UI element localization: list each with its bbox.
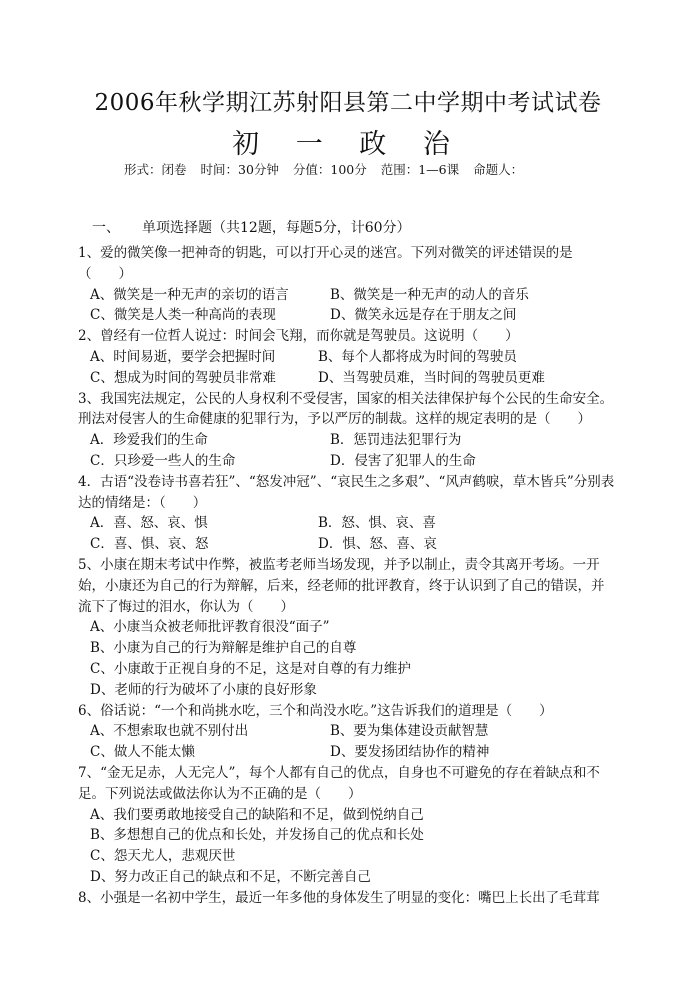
question-stem-line: 6、俗话说：“一个和尚挑水吃，三个和尚没水吃。”这告诉我们的道理是（ ） — [78, 702, 553, 719]
option-c: C、怨天尤人，悲观厌世 — [90, 848, 236, 865]
option-b: B．惩罚违法犯罪行为 — [330, 432, 462, 449]
option-b: B、每个人都将成为时间的驾驶员 — [318, 348, 517, 365]
option-d: D、老师的行为破坏了小康的良好形象 — [90, 681, 317, 698]
question-stem-line: 1、爱的微笑像一把神奇的钥匙，可以打开心灵的迷宫。下列对微笑的评述错误的是 — [78, 245, 573, 261]
option-d: D、微笑永远是存在于朋友之间 — [330, 307, 517, 324]
option-d: D、当驾驶员难，当时间的驾驶员更难 — [318, 369, 545, 386]
section-title: 单项选择题（共12题，每题5分，计60分） — [142, 220, 411, 236]
question-stem-line: 流下了悔过的泪水，你认为（ ） — [78, 598, 294, 615]
question-stem-line: 5、小康在期末考试中作弊，被监考老师当场发现，并予以制止，责令其离开考场。一开 — [78, 556, 600, 573]
question-list — [78, 243, 628, 909]
section-number: 一、 — [92, 220, 120, 236]
option-a: A、微笑是一种无声的亲切的语言 — [90, 286, 289, 303]
option-b: B．怒、惧、哀、喜 — [318, 515, 436, 532]
option-d: D、要发扬团结协作的精神 — [330, 744, 490, 761]
option-a: A．珍爱我们的生命 — [90, 432, 208, 449]
question-stem-line: 足。下列说法或做法你认为不正确的是（ ） — [78, 785, 362, 802]
exam-meta — [124, 160, 533, 178]
option-c: C、做人不能太懒 — [90, 744, 195, 761]
option-c: C、小康敢于正视自身的不足，这是对自尊的有力维护 — [90, 660, 411, 677]
question-3 — [78, 389, 628, 472]
question-stem-line: 8、小强是一名初中学生，最近一年多他的身体发生了明显的变化：嘴巴上长出了毛茸茸 — [78, 889, 600, 906]
option-c: C、想成为时间的驾驶员非常难 — [90, 369, 276, 386]
meta-form: 形式：闭卷 — [124, 162, 187, 177]
option-b: B、微笑是一种无声的动人的音乐 — [330, 286, 529, 303]
option-d: D．侵害了犯罪人的生命 — [330, 452, 476, 469]
question-stem-line: 3、我国宪法规定，公民的人身权利不受侵害，国家的相关法律保护每个公民的生命安全。 — [78, 390, 614, 407]
option-c: C．喜、惧、哀、怒 — [90, 536, 209, 553]
question-1 — [78, 243, 628, 326]
option-a: A．喜、怒、哀、惧 — [90, 515, 208, 532]
section-heading — [92, 217, 411, 237]
option-a: A、不想索取也就不别付出 — [90, 723, 249, 740]
question-stem-line: 达的情绪是：（ ） — [78, 494, 207, 511]
question-stem-line: 2、曾经有一位哲人说过：时间会飞翔，而你就是驾驶员。这说明（ ） — [78, 328, 519, 345]
meta-time: 时间：30分钟 — [200, 162, 279, 177]
meta-author: 命题人： — [473, 162, 524, 177]
option-d: D．惧、怒、喜、哀 — [318, 536, 437, 553]
question-4 — [78, 472, 628, 555]
exam-subject: 初 一 政 治 — [232, 129, 464, 160]
question-5 — [78, 555, 628, 701]
question-7 — [78, 763, 628, 888]
question-stem-line: 刑法对侵害人的生命健康的犯罪行为，予以严厉的制裁。这样的规定表明的是（ ） — [78, 411, 591, 428]
question-stem-line: （ ） — [78, 265, 132, 282]
option-b: B、小康为自己的行为辩解是维护自己的自尊 — [90, 640, 357, 657]
question-2 — [78, 326, 628, 388]
question-6 — [78, 701, 628, 763]
meta-score: 分值：100分 — [292, 162, 367, 177]
option-a: A、小康当众被老师批评教育很没“面子” — [90, 619, 330, 636]
option-a: A、时间易逝，要学会把握时间 — [90, 348, 276, 365]
question-stem-line: 7、“金无足赤，人无完人”，每个人都有自己的优点，自身也不可避免的存在着缺点和不 — [78, 764, 600, 781]
question-8 — [78, 888, 628, 909]
option-b: B、多想想自己的优点和长处，并发扬自己的优点和长处 — [90, 827, 424, 844]
option-c: C、微笑是人类一种高尚的表现 — [90, 307, 276, 324]
question-stem-line: 始，小康还为自己的行为辩解，后来，经老师的批评教育，终于认识到了自己的错误，并 — [78, 577, 605, 594]
exam-title: 2006年秋学期江苏射阳县第二中学期中考试试卷 — [94, 90, 602, 116]
option-a: A、我们要勇敢地接受自己的缺陷和不足，做到悦纳自己 — [90, 806, 424, 823]
question-stem-line: 4．古语“没卷诗书喜若狂”、“怒发冲冠”、“哀民生之多艰”、“风声鹤唳，草木皆兵”分别表 — [78, 473, 615, 490]
option-b: B、要为集体建设贡献智慧 — [330, 723, 489, 740]
meta-scope: 范围：1—6课 — [380, 162, 460, 177]
option-c: C．只珍爱一些人的生命 — [90, 452, 236, 469]
option-d: D、努力改正自己的缺点和不足，不断完善自己 — [90, 868, 371, 885]
